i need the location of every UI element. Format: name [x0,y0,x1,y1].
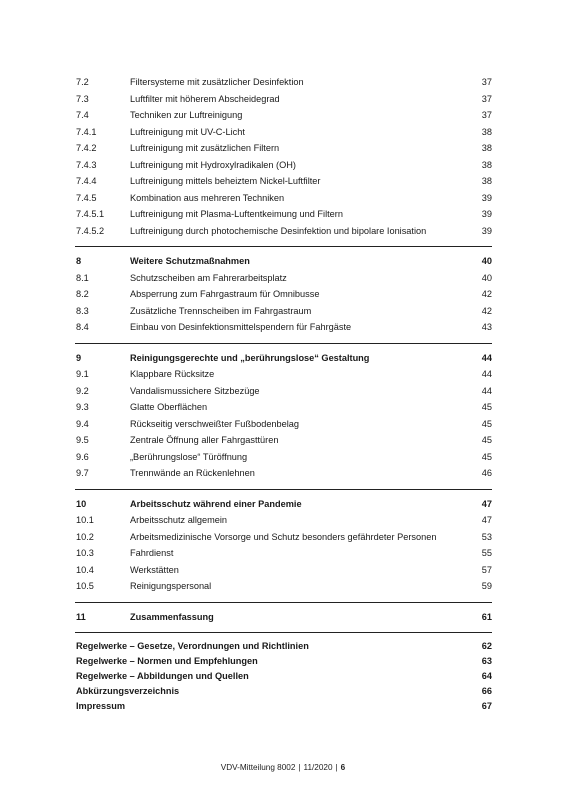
toc-number: 9.1 [76,369,89,379]
toc-page-number: 45 [481,402,492,412]
toc-entry[interactable] [75,319,492,336]
toc-number: 9.5 [76,435,89,445]
toc-title: Luftreinigung mit UV-C-Licht [130,126,245,137]
footer-publication: VDV-Mitteilung 8002 [220,763,296,772]
toc-number: 10.3 [76,548,94,558]
toc-number: 10.2 [76,531,94,542]
toc-title: Vandalismussichere Sitzbezüge [130,385,260,396]
toc-number: 7.3 [76,93,89,104]
toc-number: 9.7 [76,468,89,478]
toc-page-number: 67 [481,701,492,711]
toc-page-number: 38 [481,176,492,186]
toc-entry[interactable] [75,432,492,449]
toc-number: 7.4.3 [76,159,97,170]
toc-entry[interactable] [75,157,492,174]
toc-section-9 [75,366,492,482]
footer-separator: | [335,763,338,772]
toc-number: 11 [76,611,86,622]
toc-title: Glatte Oberflächen [130,402,208,412]
toc-number: 7.4.5.1 [76,209,105,219]
toc-number: 8.1 [76,272,89,283]
toc-title: Zusätzliche Trennscheiben im Fahrgastraum [130,305,312,316]
toc-number: 7.4.4 [76,176,97,186]
toc-entry[interactable] [75,399,492,416]
toc-page-number: 40 [481,256,492,266]
toc-entry[interactable] [75,639,492,654]
toc-page-number: 37 [481,77,492,87]
toc-number: 7.4.2 [76,143,97,153]
section-divider [75,602,492,603]
toc-title: Regelwerke – Abbildungen und Quellen [76,671,249,681]
toc-number: 8.4 [76,322,89,332]
toc-page-number: 57 [481,564,492,575]
toc-chapter-heading[interactable] [75,253,492,270]
toc-entry[interactable] [75,529,492,546]
toc-chapter-heading[interactable] [75,350,492,367]
toc-entry[interactable] [75,699,492,714]
toc-appendix [75,639,492,714]
toc-entry[interactable] [75,465,492,482]
toc-page-number: 42 [481,289,492,299]
toc-entry[interactable] [75,545,492,562]
toc-entry[interactable] [75,286,492,303]
toc-title: Fahrdienst [130,548,174,558]
toc-title: Klappbare Rücksitze [130,369,215,379]
toc-title: Trennwände an Rückenlehnen [130,468,255,478]
toc-number: 10.5 [76,581,94,591]
toc-page-number: 55 [481,548,492,558]
toc-page-number: 46 [481,468,492,478]
toc-title: Reinigungsgerechte und „berührungslose“ Gestaltung [130,352,370,363]
toc-section-7-continued [75,74,492,239]
toc-page-number: 38 [481,159,492,170]
section-divider [75,632,492,633]
toc-title: Impressum [76,701,126,711]
toc-title: Luftreinigung mit Plasma-Luftentkeimung und Filtern [130,209,343,219]
toc-number: 8.2 [76,289,89,299]
page-footer [0,763,566,772]
toc-number: 8 [76,256,82,266]
toc-entry[interactable] [75,206,492,223]
toc-page-number: 43 [481,322,492,332]
toc-title: Luftfilter mit höherem Abscheidegrad [130,93,280,104]
toc-page-number: 59 [481,581,492,591]
toc-page-number: 38 [481,143,492,153]
toc-entry[interactable] [75,669,492,684]
toc-page-number: 47 [481,515,492,525]
toc-entry[interactable] [75,173,492,190]
toc-title: Weitere Schutzmaßnahmen [130,256,250,266]
section-divider [75,343,492,344]
toc-title: Abkürzungsverzeichnis [76,686,180,696]
toc-title: Zentrale Öffnung aller Fahrgasttüren [130,435,279,445]
toc-page-number: 44 [481,385,492,396]
toc-chapter-heading[interactable] [75,609,492,626]
toc-page-number: 62 [481,641,492,651]
toc-number: 9.6 [76,451,89,462]
toc-title: Zusammenfassung [130,611,214,622]
toc-number: 7.2 [76,77,89,87]
toc-number: 10.1 [76,515,94,525]
toc-entry[interactable] [75,654,492,669]
section-divider [75,489,492,490]
toc-title: Arbeitsschutz während einer Pandemie [130,498,302,509]
toc-page-number: 45 [481,435,492,445]
toc-page-number: 61 [481,611,492,622]
toc-entry[interactable] [75,578,492,595]
toc-title: Luftreinigung durch photochemische Desinfektion und bipolare Ionisation [130,225,427,236]
toc-number: 9.4 [76,418,89,429]
toc-page-number: 44 [481,369,492,379]
toc-number: 10 [76,498,87,509]
toc-entry[interactable] [75,562,492,579]
toc-title: „Berührungslose“ Türöffnung [130,451,248,462]
toc-entry[interactable] [75,124,492,141]
toc-page-number: 40 [481,272,492,283]
toc-entry[interactable] [75,107,492,124]
toc-page-number: 47 [481,498,492,509]
toc-entry[interactable] [75,449,492,466]
toc-number: 9.2 [76,385,89,396]
toc-title: Regelwerke – Normen und Empfehlungen [76,656,258,666]
toc-title: Luftreinigung mit Hydroxylradikalen (OH) [130,159,296,170]
toc-page-number: 45 [481,418,492,429]
toc-entry[interactable] [75,140,492,157]
toc-entry[interactable] [75,383,492,400]
toc-title: Techniken zur Luftreinigung [130,110,243,120]
toc-entry[interactable] [75,303,492,320]
toc-page-number: 39 [481,192,492,203]
toc-page-number: 39 [481,225,492,236]
footer-page-number: 6 [340,763,346,772]
toc-page-number: 37 [481,110,492,120]
toc-chapter-heading[interactable] [75,496,492,513]
toc-page-number: 66 [481,686,492,696]
toc-section-8 [75,270,492,336]
footer-date: 11/2020 [303,763,333,772]
toc-number: 9.3 [76,402,89,412]
toc-entry[interactable] [75,512,492,529]
toc-page-number: 44 [481,352,492,363]
toc-entry[interactable] [75,416,492,433]
toc-entry[interactable] [75,91,492,108]
toc-title: Arbeitsschutz allgemein [130,515,228,525]
toc-title: Luftreinigung mit zusätzlichen Filtern [130,143,280,153]
section-divider [75,246,492,247]
toc-entry[interactable] [75,223,492,240]
toc-title: Einbau von Desinfektionsmittelspendern für Fahrgäste [130,322,352,332]
toc-page-number: 38 [481,126,492,137]
toc-page-number: 39 [481,209,492,219]
toc-page-number: 63 [481,656,492,666]
toc-page-number: 45 [481,451,492,462]
toc-title: Rückseitig verschweißter Fußbodenbelag [130,418,300,429]
toc-title: Arbeitsmedizinische Vorsorge und Schutz besonders gefährdeter Personen [130,531,437,542]
footer-separator: | [298,763,301,772]
toc-entry[interactable] [75,270,492,287]
toc-title: Schutzscheiben am Fahrerarbeitsplatz [130,272,287,283]
toc-title: Kombination aus mehreren Techniken [130,192,285,203]
toc-entry[interactable] [75,74,492,91]
toc-number: 8.3 [76,305,89,316]
toc-title: Absperrung zum Fahrgastraum für Omnibusse [130,289,320,299]
toc-section-10 [75,512,492,595]
toc-number: 7.4.5.2 [76,225,105,236]
toc-page-number: 42 [481,305,492,316]
toc-number: 7.4.5 [76,192,97,203]
toc-entry[interactable] [75,366,492,383]
toc-number: 7.4.1 [76,126,97,137]
toc-entry[interactable] [75,190,492,207]
toc-number: 10.4 [76,564,94,575]
toc-number: 9 [76,352,82,363]
toc-page-number: 37 [481,93,492,104]
toc-title: Regelwerke – Gesetze, Verordnungen und Richtlinien [76,641,309,651]
toc-page-number: 64 [481,671,492,681]
toc-entry[interactable] [75,684,492,699]
toc-title: Reinigungspersonal [130,581,212,591]
toc-number: 7.4 [76,110,89,120]
toc-page-number: 53 [481,531,492,542]
table-of-contents [75,74,492,714]
toc-title: Filtersysteme mit zusätzlicher Desinfektion [130,77,304,87]
toc-title: Luftreinigung mittels beheiztem Nickel-Luftfilter [130,176,321,186]
toc-title: Werkstätten [130,564,179,575]
